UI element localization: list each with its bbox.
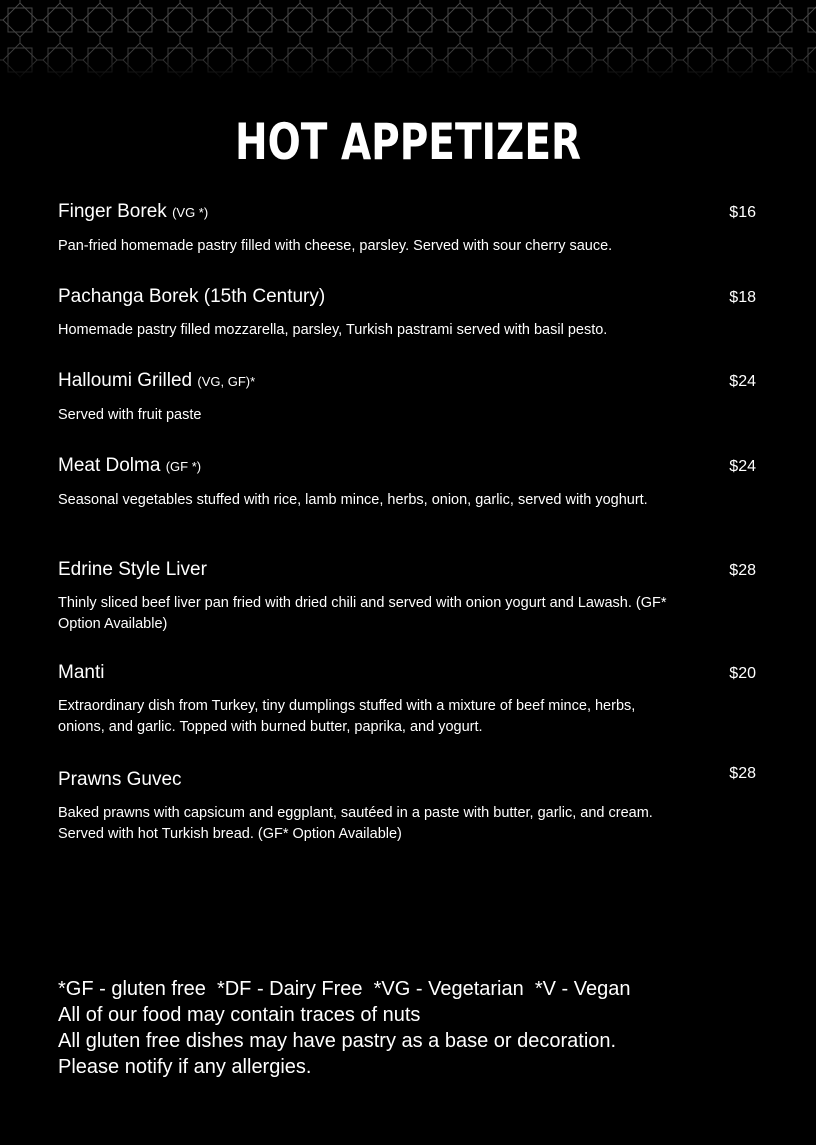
allergy-notice: Please notify if any allergies. bbox=[58, 1056, 312, 1078]
menu-item bbox=[58, 661, 758, 738]
page-title: HOT APPETIZER bbox=[234, 113, 582, 171]
menu-item-price: $24 bbox=[729, 458, 756, 475]
menu-item-description: Extraordinary dish from Turkey, tiny dumplings stuffed with a mixture of beef mince, herbs, onions, and garlic. Topped with burned butter, paprika, and yogurt. bbox=[58, 698, 636, 735]
menu-item bbox=[58, 285, 758, 341]
menu-item-name: Halloumi Grilled (VG, GF)* bbox=[58, 370, 256, 391]
menu-item-description: Seasonal vegetables stuffed with rice, lamb mince, herbs, onion, garlic, served with yoghurt. bbox=[58, 492, 648, 508]
menu-item bbox=[58, 558, 758, 635]
dietary-tag: (GF *) bbox=[165, 459, 202, 474]
menu-item-name: Finger Borek (VG *) bbox=[58, 201, 209, 222]
menu-item-price: $16 bbox=[729, 204, 756, 221]
menu-item bbox=[58, 369, 758, 426]
star-pattern-icon bbox=[0, 0, 816, 80]
menu-item-description: Thinly sliced beef liver pan fried with dried chili and served with onion yogurt and Lawash. (GF* Option Available) bbox=[58, 595, 667, 632]
menu-item-name: Manti bbox=[58, 662, 105, 683]
nuts-notice: All of our food may contain traces of nuts bbox=[58, 1004, 421, 1026]
decorative-pattern-band bbox=[0, 0, 816, 80]
menu-item bbox=[58, 765, 758, 845]
menu-item-name: Prawns Guvec bbox=[58, 769, 182, 790]
menu-item-name: Edrine Style Liver bbox=[58, 559, 207, 580]
menu-item bbox=[58, 200, 758, 257]
menu-item-name: Pachanga Borek (15th Century) bbox=[58, 286, 326, 307]
menu-item-description: Served with fruit paste bbox=[58, 407, 202, 423]
menu-item-price: $28 bbox=[729, 765, 756, 782]
menu-item-description: Homemade pastry filled mozzarella, parsley, Turkish pastrami served with basil pesto. bbox=[58, 322, 608, 338]
menu-item bbox=[58, 454, 758, 511]
dietary-tag: (VG *) bbox=[172, 205, 209, 220]
menu-item-description: Pan-fried homemade pastry filled with cheese, parsley. Served with sour cherry sauce. bbox=[58, 238, 613, 254]
menu-item-price: $28 bbox=[729, 562, 756, 579]
menu-item-name: Meat Dolma (GF *) bbox=[58, 455, 202, 476]
dietary-legend: *GF - gluten free *DF - Dairy Free *VG - Vegetarian *V - Vegan bbox=[58, 978, 631, 1000]
allergen-footer bbox=[58, 976, 778, 1080]
menu-item-price: $20 bbox=[729, 665, 756, 682]
menu-item-description: Baked prawns with capsicum and eggplant, sautéed in a paste with butter, garlic, and cream. Served with hot Turkish bread. (GF* Option Available) bbox=[58, 805, 653, 842]
gluten-notice: All gluten free dishes may have pastry as a base or decoration. bbox=[58, 1030, 617, 1052]
menu-item-price: $18 bbox=[729, 289, 756, 306]
menu-item-price: $24 bbox=[729, 373, 756, 390]
dietary-tag: (VG, GF)* bbox=[197, 374, 256, 389]
